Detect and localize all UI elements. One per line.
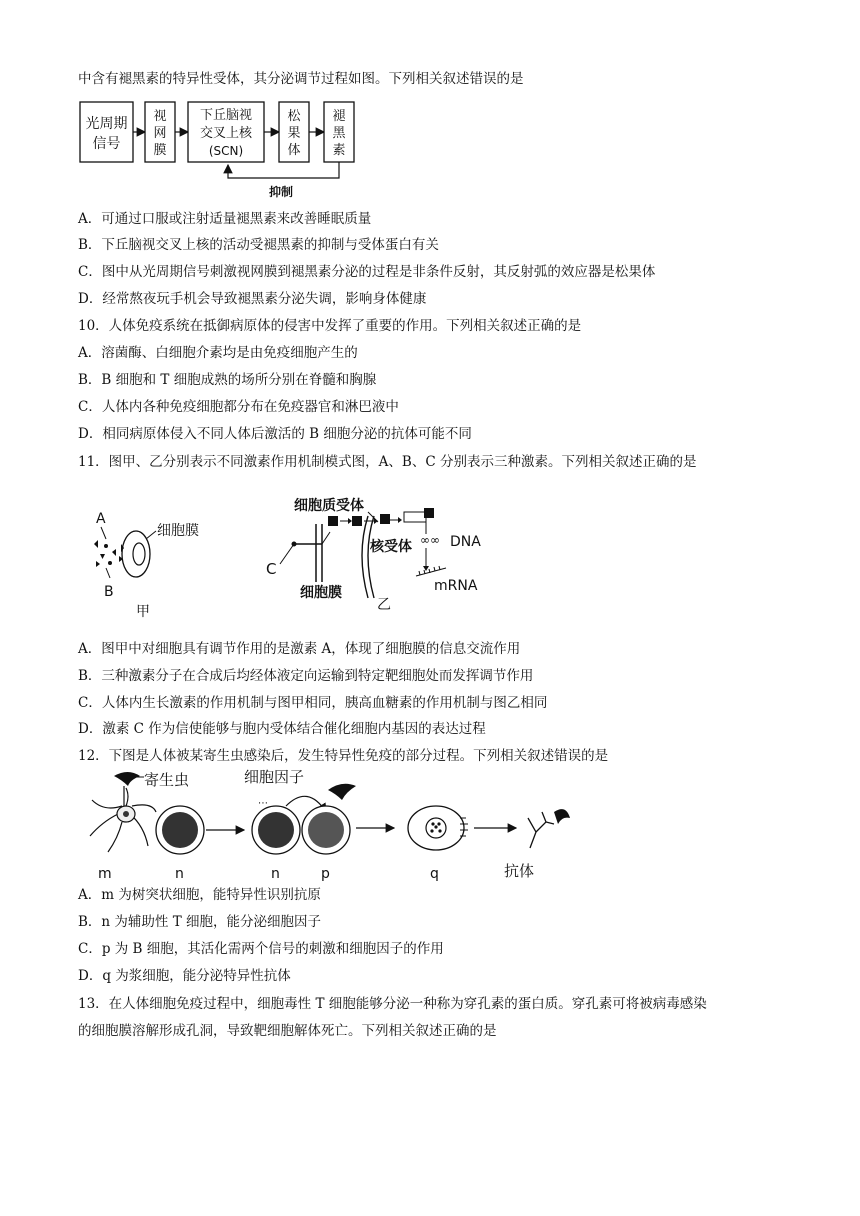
q10-option-b: B．B 细胞和 T 细胞成熟的场所分别在脊髓和胸腺: [78, 372, 377, 388]
svg-text:体: 体: [287, 143, 301, 158]
q10-option-a: A．溶菌酶、白细胞介素均是由免疫细胞产生的: [78, 345, 358, 361]
cell-membrane-jia: [122, 531, 150, 577]
membrane-label-jia: 细胞膜: [157, 523, 199, 539]
q11-stem: 11．图甲、乙分别表示不同激素作用机制模式图，A、B、C 分别表示三种激素。下列相关叙述正确的是: [78, 454, 697, 470]
parasite-label: 寄生虫: [144, 771, 190, 789]
q11-option-b: B．三种激素分子在合成后均经体液定向运输到特定靶细胞处而发挥调节作用: [78, 668, 534, 684]
q12-option-d: D．q 为浆细胞，能分泌特异性抗体: [78, 968, 291, 984]
q12-option-c: C．p 为 B 细胞，其活化需两个信号的刺激和细胞因子的作用: [78, 941, 444, 957]
box-photoperiod: [80, 102, 133, 162]
membrane-label-yi: 细胞膜: [300, 585, 342, 601]
q12-option-a: A．m 为树突状细胞，能特异性识别抗原: [78, 887, 321, 903]
q10-option-d: D．相同病原体侵入不同人体后激活的 B 细胞分泌的抗体可能不同: [78, 426, 472, 442]
box1-line2: 信号: [92, 136, 121, 152]
svg-text:褪: 褪: [332, 109, 346, 124]
svg-text:网: 网: [153, 126, 167, 141]
label-m: m: [98, 866, 112, 882]
q10-stem: 10．人体免疫系统在抵御病原体的侵害中发挥了重要的作用。下列相关叙述正确的是: [78, 318, 582, 334]
q12-option-b: B．n 为辅助性 T 细胞，能分泌细胞因子: [78, 914, 321, 930]
label-n2: n: [271, 866, 280, 882]
box1-line1: 光周期: [85, 116, 128, 132]
q9-option-c: C．图中从光周期信号刺激视网膜到褪黑素分泌的过程是非条件反射，其反射弧的效应器是松果体: [78, 264, 656, 280]
caption-yi: 乙: [377, 597, 391, 613]
svg-text:视: 视: [153, 109, 167, 124]
svg-text:下丘脑视: 下丘脑视: [199, 108, 253, 123]
svg-text:松: 松: [287, 109, 301, 124]
label-a: A: [96, 511, 106, 527]
cytoplasm-receptor-label: 细胞质受体: [294, 498, 364, 514]
q11-option-c: C．人体内生长激素的作用机制与图甲相同，胰高血糖素的作用机制与图乙相同: [78, 695, 548, 711]
q9-option-b: B．下丘脑视交叉上核的活动受褪黑素的抑制与受体蛋白有关: [78, 237, 439, 253]
label-n1: n: [175, 866, 184, 882]
svg-text:素: 素: [332, 143, 346, 158]
caption-jia: 甲: [136, 604, 150, 620]
q13-line2: 的细胞膜溶解形成孔洞，导致靶细胞解体死亡。下列相关叙述正确的是: [78, 1023, 497, 1039]
q11-figure-jia: [86, 506, 246, 630]
nuclear-receptor-label: 核受体: [370, 539, 412, 555]
svg-text:⋯: ⋯: [258, 798, 268, 809]
q11-option-d: D．激素 C 作为信使能够与胞内受体结合催化细胞内基因的表达过程: [78, 721, 486, 737]
svg-text:∞∞: ∞∞: [420, 533, 440, 547]
label-b: B: [104, 584, 114, 600]
svg-text:(SCN): (SCN): [208, 144, 244, 158]
label-p: p: [321, 866, 330, 882]
svg-text:黑: 黑: [332, 126, 346, 141]
q11-figure-yi: [260, 494, 520, 624]
q10-option-c: C．人体内各种免疫细胞都分布在免疫器官和淋巴液中: [78, 399, 399, 415]
svg-text:膜: 膜: [153, 143, 167, 158]
q11-option-a: A．图甲中对细胞具有调节作用的是激素 A，体现了细胞膜的信息交流作用: [78, 641, 521, 657]
cytokine-label: 细胞因子: [244, 768, 305, 786]
q12-immune-figure: [74, 766, 594, 882]
svg-text:交叉上核: 交叉上核: [199, 126, 253, 141]
q9-flow-diagram: [78, 98, 378, 202]
label-c: C: [266, 560, 277, 578]
q12-stem: 12．下图是人体被某寄生虫感染后，发生特异性免疫的部分过程。下列相关叙述错误的是: [78, 748, 609, 764]
dna-label: DNA: [450, 534, 481, 550]
mrna-label: mRNA: [434, 578, 478, 594]
q9-option-d: D．经常熬夜玩手机会导致褪黑素分泌失调，影响身体健康: [78, 291, 427, 307]
q9-intro: 中含有褪黑素的特异性受体，其分泌调节过程如图。下列相关叙述错误的是: [78, 71, 524, 87]
label-q: q: [430, 866, 439, 882]
svg-text:果: 果: [287, 126, 301, 141]
q13-line1: 13．在人体细胞免疫过程中，细胞毒性 T 细胞能够分泌一种称为穿孔素的蛋白质。穿孔素可将被病毒感染: [78, 996, 707, 1012]
feedback-label: 抑制: [268, 185, 294, 199]
q9-option-a: A．可通过口服或注射适量褪黑素来改善睡眠质量: [78, 211, 372, 227]
antibody-label: 抗体: [504, 862, 535, 880]
